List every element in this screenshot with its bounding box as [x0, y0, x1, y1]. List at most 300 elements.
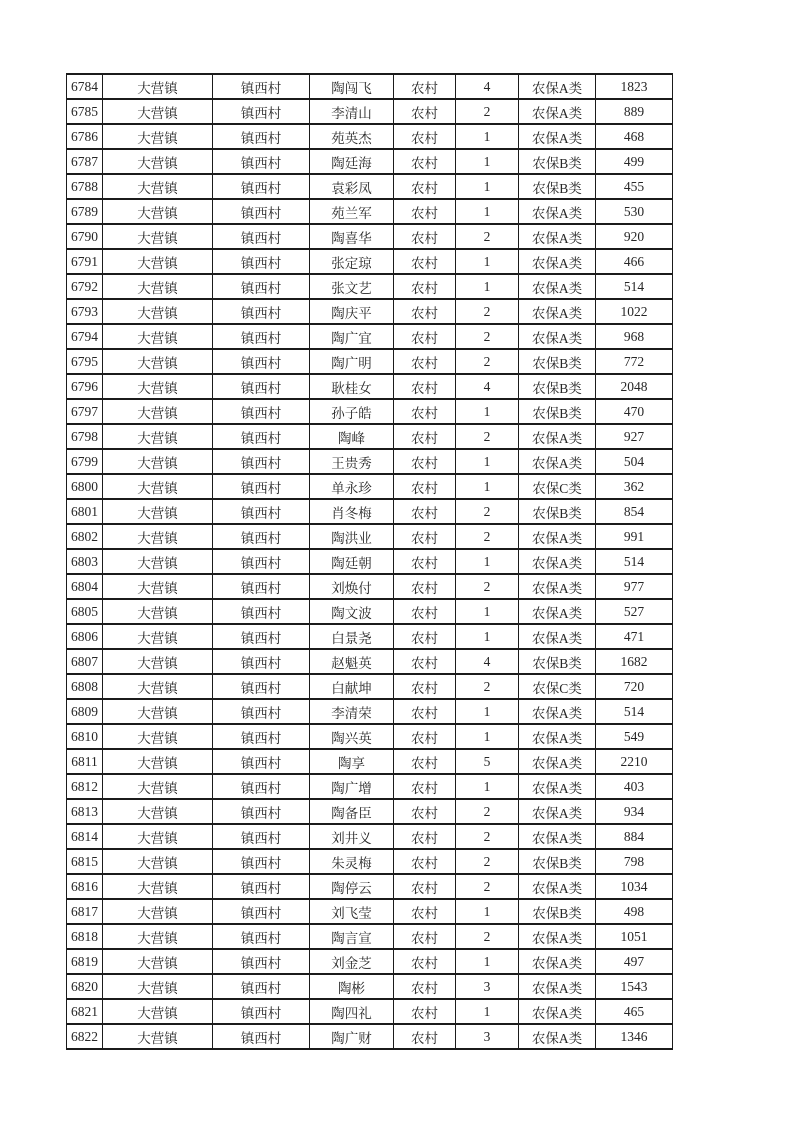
- cell-village: 镇西村: [213, 674, 310, 699]
- cell-count: 2: [456, 574, 519, 599]
- cell-amount: 920: [596, 224, 673, 249]
- cell-name: 陶广宜: [310, 324, 394, 349]
- cell-residence: 农村: [394, 274, 456, 299]
- cell-name: 刘焕付: [310, 574, 394, 599]
- cell-amount: 466: [596, 249, 673, 274]
- cell-residence: 农村: [394, 949, 456, 974]
- cell-residence: 农村: [394, 174, 456, 199]
- cell-town: 大营镇: [103, 824, 213, 849]
- cell-amount: 514: [596, 549, 673, 574]
- cell-town: 大营镇: [103, 849, 213, 874]
- cell-serial: 6808: [67, 674, 103, 699]
- cell-amount: 854: [596, 499, 673, 524]
- cell-village: 镇西村: [213, 474, 310, 499]
- cell-town: 大营镇: [103, 549, 213, 574]
- table-row: [67, 574, 673, 599]
- cell-amount: 977: [596, 574, 673, 599]
- cell-count: 3: [456, 974, 519, 999]
- cell-village: 镇西村: [213, 124, 310, 149]
- cell-name: 单永珍: [310, 474, 394, 499]
- cell-category: 农保A类: [519, 299, 596, 324]
- table-row: [67, 874, 673, 899]
- cell-name: 孙子皓: [310, 399, 394, 424]
- table-row: [67, 799, 673, 824]
- cell-category: 农保C类: [519, 474, 596, 499]
- cell-amount: 991: [596, 524, 673, 549]
- cell-village: 镇西村: [213, 274, 310, 299]
- cell-village: 镇西村: [213, 149, 310, 174]
- table-row: [67, 449, 673, 474]
- cell-count: 2: [456, 849, 519, 874]
- cell-count: 1: [456, 399, 519, 424]
- cell-category: 农保A类: [519, 574, 596, 599]
- cell-residence: 农村: [394, 724, 456, 749]
- cell-residence: 农村: [394, 599, 456, 624]
- cell-amount: 499: [596, 149, 673, 174]
- cell-amount: 1346: [596, 1024, 673, 1049]
- cell-count: 1: [456, 174, 519, 199]
- cell-category: 农保B类: [519, 174, 596, 199]
- cell-name: 白景尧: [310, 624, 394, 649]
- table-row: [67, 74, 673, 99]
- cell-town: 大营镇: [103, 474, 213, 499]
- cell-residence: 农村: [394, 424, 456, 449]
- cell-category: 农保A类: [519, 974, 596, 999]
- cell-town: 大营镇: [103, 399, 213, 424]
- cell-category: 农保A类: [519, 549, 596, 574]
- cell-village: 镇西村: [213, 74, 310, 99]
- table-row: [67, 824, 673, 849]
- cell-category: 农保A类: [519, 624, 596, 649]
- cell-category: 农保A类: [519, 449, 596, 474]
- cell-category: 农保A类: [519, 949, 596, 974]
- cell-town: 大营镇: [103, 149, 213, 174]
- cell-serial: 6821: [67, 999, 103, 1024]
- cell-residence: 农村: [394, 574, 456, 599]
- cell-town: 大营镇: [103, 874, 213, 899]
- cell-town: 大营镇: [103, 524, 213, 549]
- cell-village: 镇西村: [213, 324, 310, 349]
- cell-category: 农保A类: [519, 274, 596, 299]
- cell-town: 大营镇: [103, 299, 213, 324]
- cell-name: 陶喜华: [310, 224, 394, 249]
- cell-residence: 农村: [394, 449, 456, 474]
- cell-serial: 6817: [67, 899, 103, 924]
- cell-name: 白献坤: [310, 674, 394, 699]
- cell-count: 1: [456, 699, 519, 724]
- cell-town: 大营镇: [103, 224, 213, 249]
- cell-serial: 6791: [67, 249, 103, 274]
- cell-name: 陶彬: [310, 974, 394, 999]
- cell-serial: 6804: [67, 574, 103, 599]
- cell-serial: 6795: [67, 349, 103, 374]
- cell-count: 2: [456, 349, 519, 374]
- cell-village: 镇西村: [213, 949, 310, 974]
- cell-amount: 1022: [596, 299, 673, 324]
- cell-town: 大营镇: [103, 749, 213, 774]
- cell-residence: 农村: [394, 499, 456, 524]
- table-row: [67, 724, 673, 749]
- cell-category: 农保A类: [519, 749, 596, 774]
- cell-amount: 468: [596, 124, 673, 149]
- cell-residence: 农村: [394, 649, 456, 674]
- cell-residence: 农村: [394, 999, 456, 1024]
- cell-count: 4: [456, 649, 519, 674]
- cell-name: 袁彩凤: [310, 174, 394, 199]
- cell-residence: 农村: [394, 774, 456, 799]
- cell-serial: 6787: [67, 149, 103, 174]
- cell-count: 2: [456, 324, 519, 349]
- cell-residence: 农村: [394, 224, 456, 249]
- cell-serial: 6802: [67, 524, 103, 549]
- table-row: [67, 274, 673, 299]
- cell-residence: 农村: [394, 74, 456, 99]
- cell-serial: 6786: [67, 124, 103, 149]
- cell-serial: 6815: [67, 849, 103, 874]
- cell-name: 陶庆平: [310, 299, 394, 324]
- table-row: [67, 749, 673, 774]
- cell-town: 大营镇: [103, 1024, 213, 1049]
- cell-town: 大营镇: [103, 249, 213, 274]
- cell-serial: 6800: [67, 474, 103, 499]
- cell-town: 大营镇: [103, 174, 213, 199]
- cell-village: 镇西村: [213, 599, 310, 624]
- table-row: [67, 899, 673, 924]
- cell-count: 1: [456, 549, 519, 574]
- cell-village: 镇西村: [213, 999, 310, 1024]
- cell-residence: 农村: [394, 674, 456, 699]
- cell-category: 农保B类: [519, 499, 596, 524]
- cell-category: 农保B类: [519, 374, 596, 399]
- cell-serial: 6810: [67, 724, 103, 749]
- cell-count: 1: [456, 474, 519, 499]
- cell-category: 农保A类: [519, 224, 596, 249]
- cell-count: 1: [456, 999, 519, 1024]
- cell-town: 大营镇: [103, 199, 213, 224]
- cell-town: 大营镇: [103, 674, 213, 699]
- cell-category: 农保A类: [519, 124, 596, 149]
- cell-count: 2: [456, 224, 519, 249]
- cell-category: 农保A类: [519, 999, 596, 1024]
- cell-category: 农保A类: [519, 199, 596, 224]
- cell-town: 大营镇: [103, 274, 213, 299]
- cell-name: 陶廷海: [310, 149, 394, 174]
- cell-village: 镇西村: [213, 224, 310, 249]
- cell-amount: 514: [596, 274, 673, 299]
- cell-serial: 6809: [67, 699, 103, 724]
- cell-serial: 6818: [67, 924, 103, 949]
- cell-residence: 农村: [394, 399, 456, 424]
- cell-serial: 6820: [67, 974, 103, 999]
- cell-serial: 6811: [67, 749, 103, 774]
- table-row: [67, 699, 673, 724]
- cell-count: 2: [456, 299, 519, 324]
- cell-count: 2: [456, 824, 519, 849]
- cell-village: 镇西村: [213, 574, 310, 599]
- cell-serial: 6788: [67, 174, 103, 199]
- table-row: [67, 324, 673, 349]
- cell-village: 镇西村: [213, 724, 310, 749]
- cell-amount: 455: [596, 174, 673, 199]
- table-row: [67, 649, 673, 674]
- cell-village: 镇西村: [213, 974, 310, 999]
- cell-amount: 514: [596, 699, 673, 724]
- table-row: [67, 624, 673, 649]
- cell-amount: 530: [596, 199, 673, 224]
- cell-amount: 968: [596, 324, 673, 349]
- cell-name: 陶四礼: [310, 999, 394, 1024]
- cell-village: 镇西村: [213, 374, 310, 399]
- cell-residence: 农村: [394, 199, 456, 224]
- cell-town: 大营镇: [103, 349, 213, 374]
- cell-village: 镇西村: [213, 624, 310, 649]
- cell-count: 1: [456, 199, 519, 224]
- cell-serial: 6792: [67, 274, 103, 299]
- cell-category: 农保A类: [519, 74, 596, 99]
- cell-residence: 农村: [394, 899, 456, 924]
- table-row: [67, 849, 673, 874]
- cell-town: 大营镇: [103, 574, 213, 599]
- cell-name: 张定琼: [310, 249, 394, 274]
- cell-serial: 6813: [67, 799, 103, 824]
- cell-count: 1: [456, 449, 519, 474]
- cell-count: 2: [456, 874, 519, 899]
- cell-count: 1: [456, 724, 519, 749]
- cell-amount: 497: [596, 949, 673, 974]
- table-row: [67, 474, 673, 499]
- cell-name: 刘井义: [310, 824, 394, 849]
- cell-name: 刘飞莹: [310, 899, 394, 924]
- cell-category: 农保B类: [519, 649, 596, 674]
- cell-residence: 农村: [394, 374, 456, 399]
- cell-category: 农保A类: [519, 424, 596, 449]
- cell-name: 陶享: [310, 749, 394, 774]
- cell-residence: 农村: [394, 849, 456, 874]
- cell-residence: 农村: [394, 299, 456, 324]
- cell-count: 2: [456, 99, 519, 124]
- cell-category: 农保A类: [519, 824, 596, 849]
- cell-category: 农保A类: [519, 699, 596, 724]
- cell-village: 镇西村: [213, 899, 310, 924]
- cell-town: 大营镇: [103, 624, 213, 649]
- cell-serial: 6803: [67, 549, 103, 574]
- cell-town: 大营镇: [103, 999, 213, 1024]
- table-row: [67, 549, 673, 574]
- cell-serial: 6799: [67, 449, 103, 474]
- cell-count: 2: [456, 799, 519, 824]
- cell-amount: 403: [596, 774, 673, 799]
- cell-count: 3: [456, 1024, 519, 1049]
- table-row: [67, 224, 673, 249]
- cell-residence: 农村: [394, 99, 456, 124]
- table-row: [67, 924, 673, 949]
- cell-count: 1: [456, 599, 519, 624]
- table-row: [67, 1024, 673, 1049]
- cell-town: 大营镇: [103, 124, 213, 149]
- cell-category: 农保A类: [519, 324, 596, 349]
- cell-village: 镇西村: [213, 1024, 310, 1049]
- cell-name: 陶文波: [310, 599, 394, 624]
- cell-category: 农保B类: [519, 149, 596, 174]
- cell-serial: 6814: [67, 824, 103, 849]
- cell-amount: 1543: [596, 974, 673, 999]
- cell-name: 陶廷朝: [310, 549, 394, 574]
- cell-amount: 1034: [596, 874, 673, 899]
- cell-count: 2: [456, 524, 519, 549]
- cell-name: 苑兰军: [310, 199, 394, 224]
- cell-serial: 6806: [67, 624, 103, 649]
- cell-amount: 2048: [596, 374, 673, 399]
- cell-name: 陶闯飞: [310, 74, 394, 99]
- cell-amount: 1682: [596, 649, 673, 674]
- cell-town: 大营镇: [103, 724, 213, 749]
- cell-village: 镇西村: [213, 649, 310, 674]
- cell-name: 陶洪业: [310, 524, 394, 549]
- cell-amount: 498: [596, 899, 673, 924]
- cell-residence: 农村: [394, 524, 456, 549]
- table-row: [67, 599, 673, 624]
- cell-town: 大营镇: [103, 374, 213, 399]
- cell-serial: 6789: [67, 199, 103, 224]
- cell-town: 大营镇: [103, 974, 213, 999]
- cell-village: 镇西村: [213, 699, 310, 724]
- cell-name: 刘金芝: [310, 949, 394, 974]
- cell-amount: 720: [596, 674, 673, 699]
- cell-serial: 6793: [67, 299, 103, 324]
- cell-name: 肖冬梅: [310, 499, 394, 524]
- cell-count: 1: [456, 149, 519, 174]
- cell-amount: 465: [596, 999, 673, 1024]
- cell-amount: 504: [596, 449, 673, 474]
- cell-name: 赵魁英: [310, 649, 394, 674]
- table-row: [67, 974, 673, 999]
- cell-category: 农保A类: [519, 874, 596, 899]
- cell-village: 镇西村: [213, 549, 310, 574]
- cell-name: 陶广明: [310, 349, 394, 374]
- cell-name: 李清山: [310, 99, 394, 124]
- cell-residence: 农村: [394, 249, 456, 274]
- cell-category: 农保B类: [519, 849, 596, 874]
- cell-residence: 农村: [394, 699, 456, 724]
- table-row: [67, 949, 673, 974]
- cell-village: 镇西村: [213, 174, 310, 199]
- table-row: [67, 149, 673, 174]
- cell-town: 大营镇: [103, 74, 213, 99]
- cell-category: 农保A类: [519, 99, 596, 124]
- table-row: [67, 299, 673, 324]
- cell-serial: 6784: [67, 74, 103, 99]
- cell-count: 4: [456, 74, 519, 99]
- cell-amount: 2210: [596, 749, 673, 774]
- cell-name: 朱灵梅: [310, 849, 394, 874]
- cell-category: 农保A类: [519, 774, 596, 799]
- cell-name: 陶言宣: [310, 924, 394, 949]
- cell-serial: 6801: [67, 499, 103, 524]
- cell-serial: 6812: [67, 774, 103, 799]
- cell-category: 农保B类: [519, 399, 596, 424]
- cell-village: 镇西村: [213, 99, 310, 124]
- cell-residence: 农村: [394, 924, 456, 949]
- cell-village: 镇西村: [213, 499, 310, 524]
- table-row: [67, 674, 673, 699]
- cell-category: 农保C类: [519, 674, 596, 699]
- table-row: [67, 99, 673, 124]
- cell-amount: 527: [596, 599, 673, 624]
- cell-village: 镇西村: [213, 849, 310, 874]
- cell-serial: 6798: [67, 424, 103, 449]
- cell-count: 1: [456, 274, 519, 299]
- cell-residence: 农村: [394, 974, 456, 999]
- table-row: [67, 249, 673, 274]
- cell-town: 大营镇: [103, 324, 213, 349]
- cell-name: 陶广增: [310, 774, 394, 799]
- cell-amount: 884: [596, 824, 673, 849]
- cell-count: 1: [456, 624, 519, 649]
- cell-serial: 6805: [67, 599, 103, 624]
- cell-amount: 927: [596, 424, 673, 449]
- cell-serial: 6816: [67, 874, 103, 899]
- cell-category: 农保A类: [519, 724, 596, 749]
- cell-amount: 889: [596, 99, 673, 124]
- cell-town: 大营镇: [103, 424, 213, 449]
- cell-serial: 6797: [67, 399, 103, 424]
- cell-residence: 农村: [394, 149, 456, 174]
- cell-category: 农保B类: [519, 349, 596, 374]
- cell-town: 大营镇: [103, 774, 213, 799]
- cell-category: 农保A类: [519, 924, 596, 949]
- cell-name: 陶停云: [310, 874, 394, 899]
- cell-count: 1: [456, 124, 519, 149]
- cell-name: 耿桂女: [310, 374, 394, 399]
- cell-serial: 6819: [67, 949, 103, 974]
- cell-amount: 1823: [596, 74, 673, 99]
- cell-residence: 农村: [394, 349, 456, 374]
- cell-town: 大营镇: [103, 799, 213, 824]
- table-row: [67, 499, 673, 524]
- cell-town: 大营镇: [103, 99, 213, 124]
- cell-village: 镇西村: [213, 774, 310, 799]
- cell-town: 大营镇: [103, 949, 213, 974]
- cell-village: 镇西村: [213, 824, 310, 849]
- cell-town: 大营镇: [103, 699, 213, 724]
- cell-serial: 6790: [67, 224, 103, 249]
- cell-serial: 6822: [67, 1024, 103, 1049]
- cell-count: 5: [456, 749, 519, 774]
- cell-category: 农保A类: [519, 599, 596, 624]
- cell-village: 镇西村: [213, 874, 310, 899]
- cell-category: 农保B类: [519, 899, 596, 924]
- cell-name: 张文艺: [310, 274, 394, 299]
- cell-count: 2: [456, 674, 519, 699]
- table-row: [67, 399, 673, 424]
- cell-count: 4: [456, 374, 519, 399]
- cell-count: 1: [456, 249, 519, 274]
- cell-serial: 6794: [67, 324, 103, 349]
- cell-category: 农保A类: [519, 249, 596, 274]
- table-row: [67, 424, 673, 449]
- cell-amount: 549: [596, 724, 673, 749]
- cell-residence: 农村: [394, 549, 456, 574]
- cell-amount: 362: [596, 474, 673, 499]
- cell-amount: 471: [596, 624, 673, 649]
- cell-name: 王贵秀: [310, 449, 394, 474]
- cell-village: 镇西村: [213, 524, 310, 549]
- cell-residence: 农村: [394, 824, 456, 849]
- cell-town: 大营镇: [103, 599, 213, 624]
- table-row: [67, 174, 673, 199]
- cell-serial: 6807: [67, 649, 103, 674]
- cell-name: 陶备臣: [310, 799, 394, 824]
